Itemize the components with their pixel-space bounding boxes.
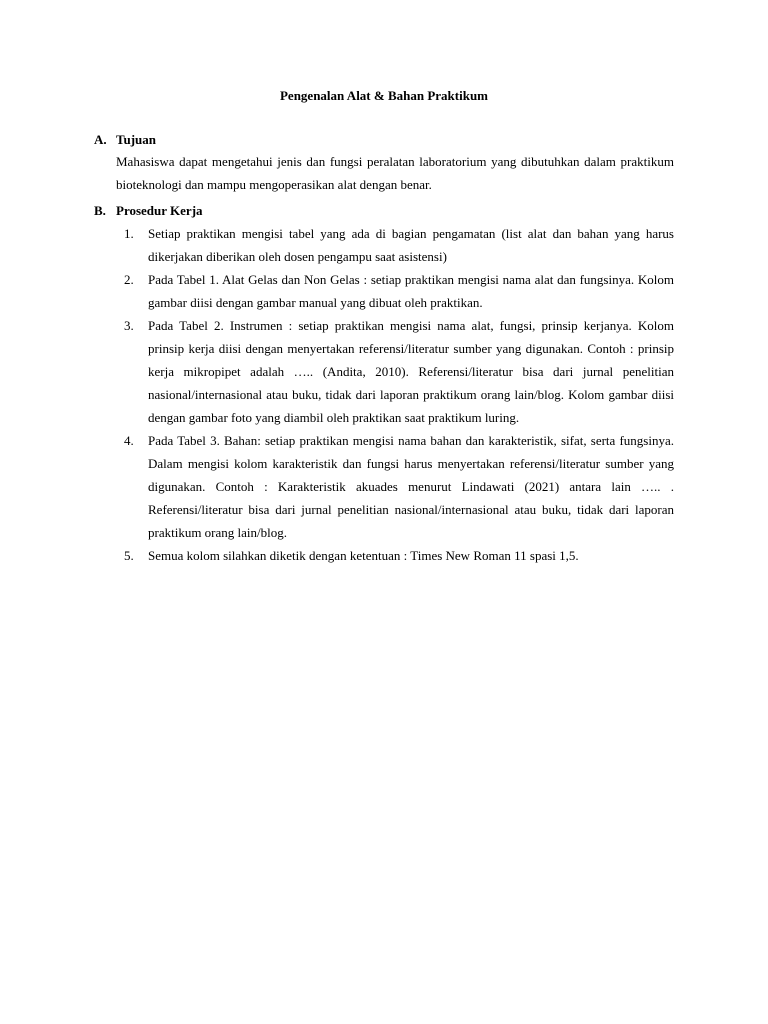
section-prosedur-kerja [94, 201, 674, 567]
list-item [94, 268, 674, 314]
list-item [94, 544, 674, 567]
list-item-text: Pada Tabel 3. Bahan: setiap praktikan mengisi nama bahan dan karakteristik, sifat, serta fungsinya. Dalam mengisi kolom karakteristik dan fungsi harus menyertakan referensi/literatur sumber yang digunakan. Contoh : Karakteristik akuades menurut Lindawati (2021) antara lain ….. . Referensi/literatur bisa dari jurnal penelitian nasional/internasional atau buku, tidak dari laporan praktikum orang lain/blog. [148, 433, 674, 540]
section-letter: A. [94, 132, 107, 147]
list-item-text: Pada Tabel 1. Alat Gelas dan Non Gelas : setiap praktikan mengisi nama alat dan fungsinya. Kolom gambar diisi dengan gambar manual yang dibuat oleh praktikan. [148, 272, 674, 310]
section-letter: B. [94, 203, 106, 218]
list-number: 4. [124, 433, 134, 448]
document-title: Pengenalan Alat & Bahan Praktikum [279, 88, 489, 103]
list-item-text: Semua kolom silahkan diketik dengan ketentuan : Times New Roman 11 spasi 1,5. [148, 548, 579, 563]
list-number: 5. [124, 548, 134, 563]
section-heading [94, 130, 674, 150]
list-item-text: Setiap praktikan mengisi tabel yang ada di bagian pengamatan (list alat dan bahan yang harus dikerjakan diberikan oleh dosen pengampu saat asistensi) [148, 226, 674, 264]
list-number: 2. [124, 272, 134, 287]
list-number: 1. [124, 226, 134, 241]
list-number: 3. [124, 318, 134, 333]
section-title: Tujuan [116, 132, 156, 147]
list-item [94, 222, 674, 268]
section-tujuan [94, 130, 674, 196]
list-item [94, 429, 674, 544]
section-title: Prosedur Kerja [116, 203, 203, 218]
list-item [94, 314, 674, 429]
procedure-list [94, 222, 674, 567]
list-item-text: Pada Tabel 2. Instrumen : setiap praktikan mengisi nama alat, fungsi, prinsip kerjanya. Kolom prinsip kerja diisi dengan menyertakan referensi/literatur sumber yang digunakan. Contoh : prinsip kerja mikropipet adalah ….. (Andita, 2010). Referensi/literatur bisa dari jurnal penelitian nasional/internasional atau buku, tidak dari laporan praktikum orang lain/blog. Kolom gambar diisi dengan gambar foto yang diambil oleh praktikan saat praktikum luring. [148, 318, 674, 425]
section-heading [94, 201, 674, 221]
section-paragraph: Mahasiswa dapat mengetahui jenis dan fungsi peralatan laboratorium yang dibutuhkan dalam praktikum bioteknologi dan mampu mengoperasikan alat dengan benar. [116, 154, 674, 192]
